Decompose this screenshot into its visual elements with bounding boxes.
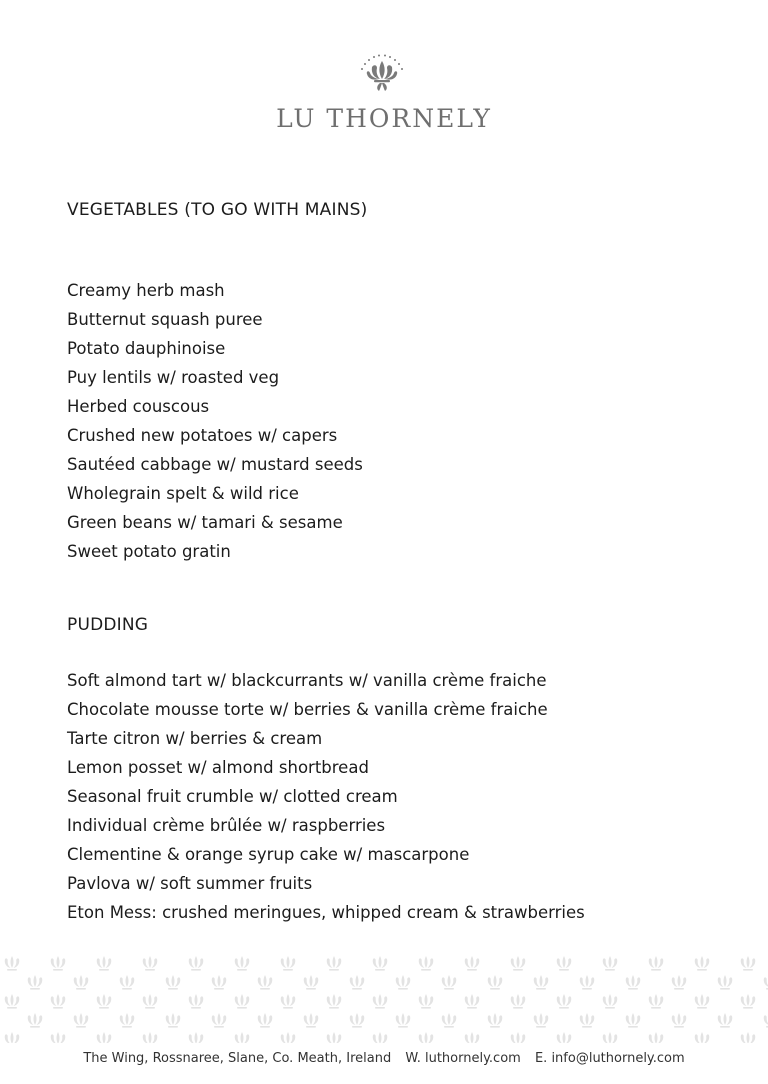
list-item: Tarte citron w/ berries & cream xyxy=(67,729,323,748)
footer-website-link[interactable]: W. luthornely.com xyxy=(405,1051,521,1066)
brand-name: LU THORNELY xyxy=(276,104,492,133)
list-item: Pavlova w/ soft summer fruits xyxy=(67,874,313,893)
list-item: Herbed couscous xyxy=(67,397,210,416)
list-item: Soft almond tart w/ blackcurrants w/ vanilla crème fraiche xyxy=(67,671,547,690)
list-item: Wholegrain spelt & wild rice xyxy=(67,484,299,503)
list-item: Green beans w/ tamari & sesame xyxy=(67,513,343,532)
footer-email-link[interactable]: E. info@luthornely.com xyxy=(534,1051,685,1066)
list-item: Puy lentils w/ roasted veg xyxy=(67,368,280,387)
list-item: Seasonal fruit crumble w/ clotted cream xyxy=(67,787,398,806)
list-item: Butternut squash puree xyxy=(67,310,263,329)
footer xyxy=(0,1051,768,1066)
list-item: Chocolate mousse torte w/ berries & vanilla crème fraiche xyxy=(67,700,548,719)
list-item: Creamy herb mash xyxy=(67,281,225,300)
vegetables-list xyxy=(67,276,363,566)
footer-address: The Wing, Rossnaree, Slane, Co. Meath, Ireland xyxy=(83,1051,392,1066)
vegetables-heading: VEGETABLES (TO GO WITH MAINS) xyxy=(67,200,368,220)
list-item: Individual crème brûlée w/ raspberries xyxy=(67,816,386,835)
list-item: Lemon posset w/ almond shortbread xyxy=(67,758,369,777)
list-item: Clementine & orange syrup cake w/ mascarpone xyxy=(67,845,470,864)
pudding-list xyxy=(67,666,585,927)
fleur-pattern-icon xyxy=(0,953,768,1043)
list-item: Crushed new potatoes w/ capers xyxy=(67,426,338,445)
fleur-de-lis-icon xyxy=(354,52,410,94)
list-item: Sautéed cabbage w/ mustard seeds xyxy=(67,455,363,474)
pudding-heading: PUDDING xyxy=(67,615,149,635)
list-item: Potato dauphinoise xyxy=(67,339,226,358)
list-item: Sweet potato gratin xyxy=(67,542,231,561)
list-item: Eton Mess: crushed meringues, whipped cream & strawberries xyxy=(67,903,585,922)
